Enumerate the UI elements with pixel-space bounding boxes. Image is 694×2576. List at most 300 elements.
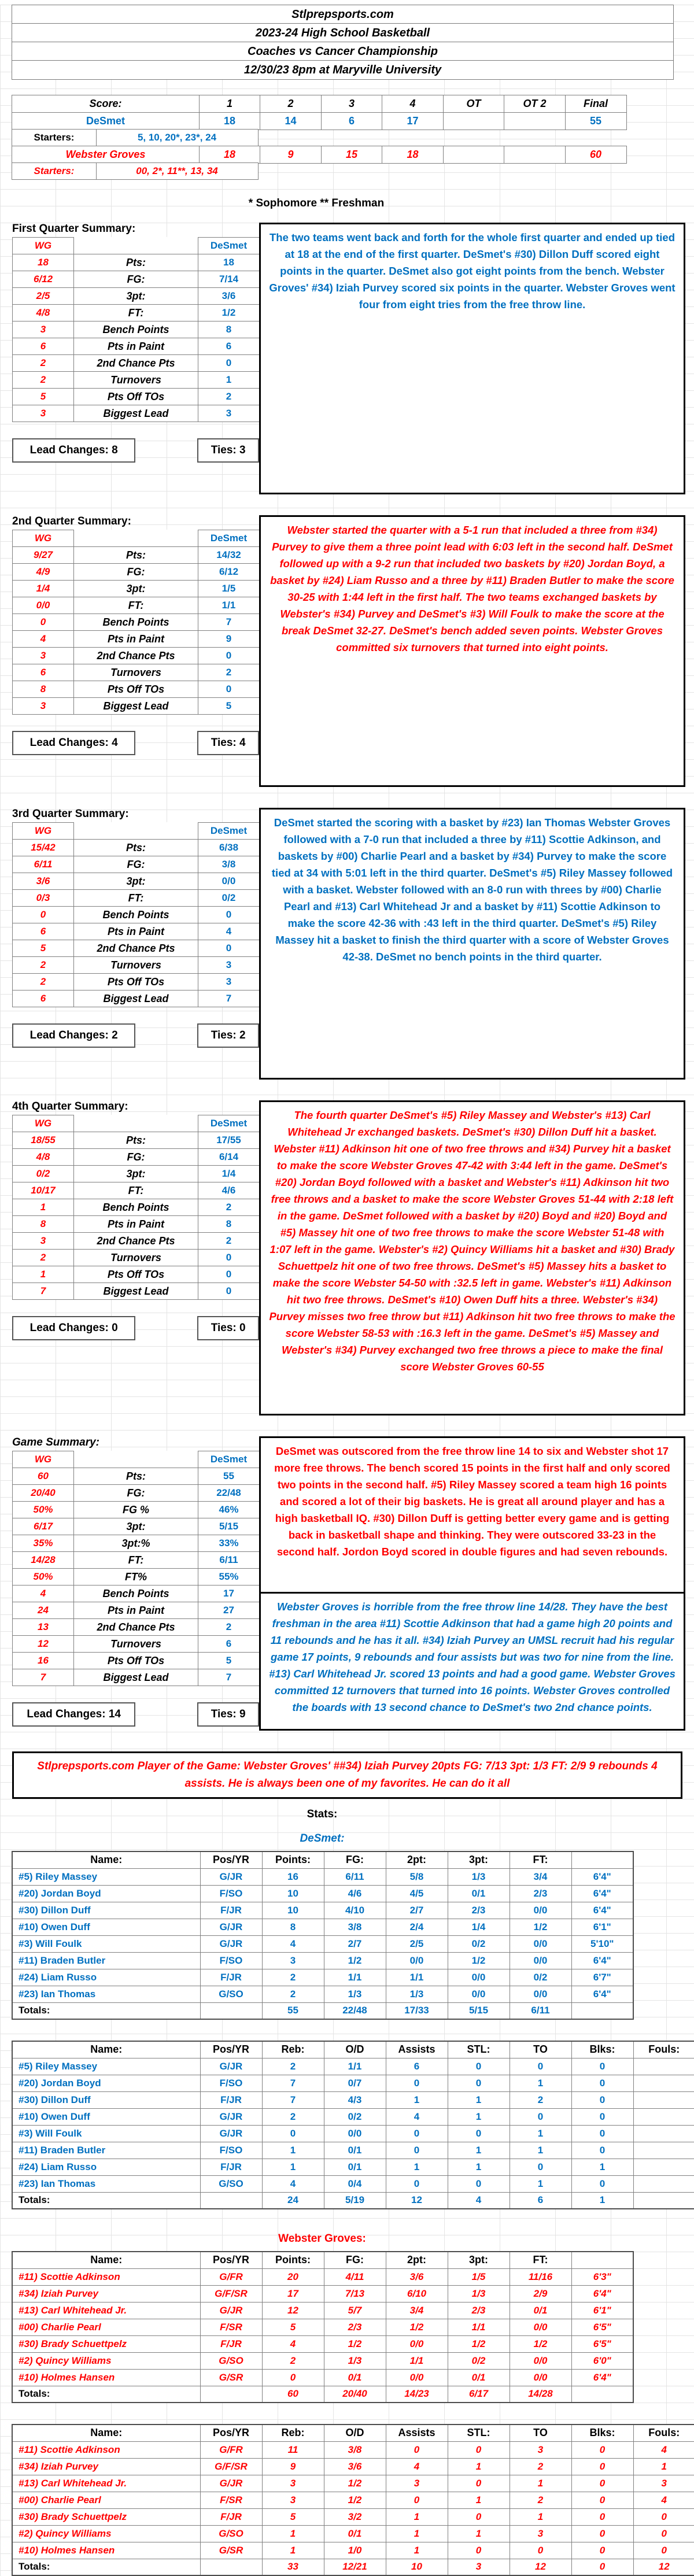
stat-cell: 0	[571, 2475, 633, 2492]
third-quarter-note: DeSmet started the scoring with a basket by #23) Ian Thomas Webster Groves followed with a 7-0 run that included a three by #11) Scottie Adkinson, and baskets by #00) Charlie Pearl and a basket by #34) Purvey to make the score tied at 34 with 5:01 left in the third quarter. DeSmet's #5) Riley Massey followed with a basket. Webster followed with an 8-0 run with threes by #00) Charlie Pearl and #13) Carl Whitehead Jr and a basket by #11) Scottie Adkinson to make the score 42-36 with :43 left in the third quarter. DeSmet's #5) Riley Massey hit a basket to finish the third quarter with a score of Webster Groves 42-38. DeSmet no bench points in the third quarter.	[259, 808, 685, 1080]
stat-cell: #13) Carl Whitehead Jr.	[12, 2475, 200, 2492]
stat-cell: 3/8	[198, 856, 260, 873]
stat-cell: G/SR	[200, 2369, 262, 2386]
stat-cell: #00) Charlie Pearl	[12, 2319, 200, 2335]
table-row	[13, 288, 260, 305]
stat-cell: FT:	[74, 597, 198, 614]
table-row	[13, 648, 260, 664]
table-row	[13, 389, 260, 405]
stat-cell: 0/0	[324, 2125, 386, 2142]
table-header-row	[13, 1451, 260, 1468]
table-row	[13, 581, 260, 597]
stat-cell: 2	[13, 372, 74, 389]
column-header: TO	[510, 2425, 571, 2441]
lead-changes-box: Lead Changes: 2	[12, 1023, 135, 1048]
stat-cell: 0/2	[13, 1166, 74, 1182]
stat-cell: 14/32	[198, 547, 260, 564]
table-row	[13, 840, 260, 856]
column-header: Assists	[386, 2041, 448, 2058]
desmet-q4: 17	[382, 112, 444, 130]
table-row	[12, 1986, 633, 2002]
ties-box: Ties: 9	[197, 1702, 259, 1727]
stat-cell: 1/2	[324, 2335, 386, 2352]
stat-cell: Pts:	[74, 840, 198, 856]
table-row	[13, 890, 260, 907]
table-row	[13, 1518, 260, 1535]
table-row	[13, 405, 260, 422]
stat-cell: 6	[13, 991, 74, 1007]
stat-cell: 1/3	[324, 1986, 386, 2002]
stat-cell: 6/14	[198, 1149, 260, 1166]
stat-cell: 0/2	[448, 2352, 510, 2369]
stat-cell: 3pt:	[74, 1166, 198, 1182]
stat-cell: FG:	[74, 1149, 198, 1166]
stat-cell: G/JR	[200, 1919, 262, 1935]
stat-cell: 0	[448, 2125, 510, 2142]
stat-cell: 8	[198, 1216, 260, 1233]
stat-cell: 2/4	[386, 1919, 448, 1935]
stat-cell: 2/3	[324, 2319, 386, 2335]
stat-cell: 14/23	[386, 2386, 448, 2403]
stat-cell: 0/1	[324, 2159, 386, 2175]
stat-cell: 33%	[198, 1535, 260, 1552]
table-row	[12, 2475, 694, 2492]
stat-cell: 4	[448, 2192, 510, 2209]
stat-cell: 0	[571, 2441, 633, 2458]
webster-hustle-table	[12, 2424, 694, 2576]
table-row	[13, 547, 260, 564]
column-header: FG:	[324, 1851, 386, 1868]
stat-cell: F/JR	[200, 1902, 262, 1919]
stat-cell: 50%	[13, 1569, 74, 1585]
stat-cell: 22/48	[324, 2002, 386, 2019]
stat-cell: Bench Points	[74, 1585, 198, 1602]
stat-cell: 10	[262, 1885, 324, 1902]
stat-cell: G/SR	[200, 2542, 262, 2559]
stat-cell: 2/5	[386, 1935, 448, 1952]
score-label: Score:	[12, 95, 200, 113]
stat-cell: Pts Off TOs	[74, 974, 198, 991]
stat-cell: #10) Owen Duff	[12, 2108, 200, 2125]
stat-cell: 4/11	[324, 2268, 386, 2285]
table-row	[12, 2058, 694, 2075]
stat-cell: #13) Carl Whitehead Jr.	[12, 2302, 200, 2319]
table-row	[12, 2352, 633, 2369]
stat-cell: 17/55	[198, 1132, 260, 1149]
table-row	[13, 564, 260, 581]
table-header-row	[13, 823, 260, 840]
table-row	[13, 974, 260, 991]
stat-cell: 4/8	[13, 305, 74, 321]
quarter-1-header: 1	[199, 95, 261, 113]
stat-cell: 0/1	[448, 1885, 510, 1902]
stat-cell: #11) Braden Butler	[12, 1952, 200, 1969]
stat-cell: 2	[13, 957, 74, 974]
table-row	[13, 254, 260, 271]
first-quarter-table	[12, 237, 260, 422]
stat-cell: G/JR	[200, 1868, 262, 1885]
stat-cell: 6'4"	[571, 1902, 633, 1919]
stat-cell: 0	[198, 907, 260, 923]
class-year-legend: * Sophomore ** Freshman	[248, 197, 385, 209]
table-row	[12, 2441, 694, 2458]
column-header	[74, 1451, 198, 1468]
stat-cell: Biggest Lead	[74, 698, 198, 715]
stat-cell: #24) Liam Russo	[12, 2159, 200, 2175]
stat-cell: Pts Off TOs	[74, 1266, 198, 1283]
stat-cell: 0/0	[510, 2352, 571, 2369]
stat-cell: #10) Holmes Hansen	[12, 2542, 200, 2559]
stat-cell: 7	[198, 1669, 260, 1686]
stat-cell: 6/12	[13, 271, 74, 288]
stat-cell: 5	[262, 2508, 324, 2525]
stat-cell: 2	[13, 974, 74, 991]
stat-cell: 6/38	[198, 840, 260, 856]
column-header: Fouls:	[633, 2425, 694, 2441]
stat-cell: Turnovers	[74, 372, 198, 389]
stat-cell: 2	[510, 2091, 571, 2108]
stat-cell: Bench Points	[74, 907, 198, 923]
stat-cell: F/SR	[200, 2319, 262, 2335]
stat-cell: 3	[633, 2475, 694, 2492]
table-row	[13, 1216, 260, 1233]
stat-cell: 7	[13, 1283, 74, 1300]
stat-cell: 0/2	[448, 1935, 510, 1952]
column-header: Pos/YR	[200, 2425, 262, 2441]
stat-cell: 10	[386, 2559, 448, 2575]
first-quarter-section	[12, 223, 694, 494]
second-quarter-stats	[12, 515, 259, 755]
stat-cell: Pts:	[74, 1132, 198, 1149]
stat-cell: 3pt:	[74, 581, 198, 597]
stat-cell: 6	[198, 338, 260, 355]
table-row	[13, 1199, 260, 1216]
third-quarter-title: 3rd Quarter Summary:	[12, 808, 129, 820]
stat-cell: 6/11	[13, 856, 74, 873]
stat-cell: 2	[262, 2108, 324, 2125]
column-header: STL:	[448, 2041, 510, 2058]
stat-cell: Totals:	[12, 2192, 200, 2209]
stat-cell: 6/11	[510, 2002, 571, 2019]
column-header: 2pt:	[386, 2252, 448, 2268]
stat-cell	[200, 2386, 262, 2403]
stat-cell: 2	[262, 2352, 324, 2369]
stat-cell: 6'4"	[571, 1986, 633, 2002]
table-row	[13, 271, 260, 288]
webster-game-note: Webster Groves is horrible from the free throw line 14/28. They have the best freshman in the area #11) Scottie Adkinson that had a game high 20 points and 11 rebounds and he has it all. #34) Iziah Purvey an UMSL recruit had his regular game 17 points, 9 rebounds and four assists but was two for nine from the line. #13) Carl Whitehead Jr. scored 13 points and had a good game. Webster Groves committed 12 turnovers that turned into 16 points. Webster Groves controlled the boards with 13 second chance to DeSmet's two 2nd chance points.	[259, 1592, 685, 1731]
stat-cell: 0	[198, 1266, 260, 1283]
stat-cell: 4	[386, 2108, 448, 2125]
column-header: 3pt:	[448, 1851, 510, 1868]
stat-cell: 1	[448, 2159, 510, 2175]
stat-cell: 0/0	[510, 1902, 571, 1919]
stat-cell	[633, 2192, 694, 2209]
stat-cell: #30) Dillon Duff	[12, 1902, 200, 1919]
second-quarter-title: 2nd Quarter Summary:	[12, 515, 131, 527]
stat-cell: 3/6	[198, 288, 260, 305]
table-row	[12, 2302, 633, 2319]
table-row	[13, 1233, 260, 1250]
stat-cell: Pts in Paint	[74, 1216, 198, 1233]
webster-team-name: Webster Groves	[12, 146, 200, 164]
lead-changes-box: Lead Changes: 0	[12, 1316, 135, 1340]
totals-row	[12, 2002, 633, 2019]
stat-cell: 0	[510, 2159, 571, 2175]
stat-cell: 0/1	[324, 2369, 386, 2386]
stat-cell: F/JR	[200, 2159, 262, 2175]
stat-cell: G/JR	[200, 2108, 262, 2125]
ot-header: OT	[443, 95, 505, 113]
column-header: WG	[13, 530, 74, 547]
third-quarter-section	[12, 808, 694, 1080]
stat-cell: 0	[633, 2542, 694, 2559]
column-header: O/D	[324, 2425, 386, 2441]
totals-row	[12, 2386, 633, 2403]
stat-cell: 10	[262, 1902, 324, 1919]
stat-cell	[633, 2125, 694, 2142]
stat-cell: 0	[198, 355, 260, 372]
stat-cell: G/F/SR	[200, 2285, 262, 2302]
stat-cell: 0	[571, 2492, 633, 2508]
stat-cell	[633, 2175, 694, 2192]
stat-cell: 0	[448, 2058, 510, 2075]
table-header-row	[12, 2425, 694, 2441]
stat-cell: 15/42	[13, 840, 74, 856]
stat-cell: 55	[198, 1468, 260, 1485]
game-summary-notes	[259, 1436, 685, 1731]
stat-cell: #3) Will Foulk	[12, 1935, 200, 1952]
stat-cell: 3	[448, 2559, 510, 2575]
column-header: WG	[13, 1451, 74, 1468]
column-header: DeSmet	[198, 1115, 260, 1132]
stat-cell: 5	[198, 1653, 260, 1669]
stat-cell: #30) Dillon Duff	[12, 2091, 200, 2108]
stat-cell: FT:	[74, 1182, 198, 1199]
stat-cell: 0	[571, 2508, 633, 2525]
stat-cell: #11) Scottie Adkinson	[12, 2441, 200, 2458]
column-header	[571, 1851, 633, 1868]
stat-cell: 0	[571, 2108, 633, 2125]
totals-row	[12, 2192, 694, 2209]
table-row	[12, 1969, 633, 1986]
desmet-stats-title: DeSmet:	[300, 1832, 345, 1845]
table-row	[12, 1885, 633, 1902]
table-row	[13, 1283, 260, 1300]
stat-cell: G/JR	[200, 2058, 262, 2075]
stat-cell: 6'4"	[571, 1952, 633, 1969]
stat-cell: 3/6	[324, 2458, 386, 2475]
stat-cell: 17	[262, 2285, 324, 2302]
stat-cell: 1	[386, 2525, 448, 2542]
game-summary-section	[12, 1436, 694, 1731]
column-header	[74, 1115, 198, 1132]
stat-cell: 2	[198, 1233, 260, 1250]
stat-cell: 3	[386, 2475, 448, 2492]
second-quarter-note: Webster started the quarter with a 5-1 run that included a three from #34) Purvey to give them a three point lead with 6:03 left in the second half. DeSmet followed up with a 9-2 run that included two baskets by #20) Jordan Boyd, a basket by #24) Liam Russo and a three by #11) Braden Butler to make the score 30-25 with 1:44 left in the first half. The two teams exchanged baskets by Webster's #34) Purvey and DeSmet's #3) Will Foulk to make the score at the break DeSmet 32-27. DeSmet's bench added seven points. Webster Groves committed six turnovers that turned into eight points.	[259, 515, 685, 787]
stat-cell: 0	[571, 2058, 633, 2075]
site-title: Stlprepsports.com	[12, 5, 673, 24]
stat-cell: #5) Riley Massey	[12, 2058, 200, 2075]
stat-cell: 6/11	[198, 1552, 260, 1569]
column-header	[74, 823, 198, 840]
column-header: WG	[13, 823, 74, 840]
stat-cell: 1/2	[324, 2492, 386, 2508]
stat-cell: 6'4"	[571, 1885, 633, 1902]
stat-cell: 2	[262, 1986, 324, 2002]
stat-cell: 0	[510, 2058, 571, 2075]
stat-cell: Totals:	[12, 2386, 200, 2403]
column-header: FT:	[510, 1851, 571, 1868]
stat-cell: Biggest Lead	[74, 405, 198, 422]
game-summary-table	[12, 1451, 260, 1686]
stat-cell	[571, 2002, 633, 2019]
stat-cell: #30) Brady Schuettpelz	[12, 2508, 200, 2525]
stat-cell: 0	[448, 2475, 510, 2492]
stat-cell: 8	[13, 1216, 74, 1233]
stat-cell: 1/2	[198, 305, 260, 321]
stat-cell: Pts:	[74, 1468, 198, 1485]
stat-cell: 3	[13, 405, 74, 422]
webster-score-row	[12, 146, 633, 164]
stat-cell: 7	[198, 991, 260, 1007]
table-row	[13, 614, 260, 631]
stat-cell: 1	[448, 2091, 510, 2108]
stat-cell: 2nd Chance Pts	[74, 1619, 198, 1636]
stat-cell: 1	[448, 2492, 510, 2508]
table-header-row	[12, 2252, 633, 2268]
stat-cell: 4	[262, 1935, 324, 1952]
table-row	[12, 2492, 694, 2508]
table-row	[12, 2508, 694, 2525]
stat-cell	[633, 2159, 694, 2175]
stat-cell: 3pt:	[74, 1518, 198, 1535]
stat-cell: 1/2	[324, 1952, 386, 1969]
table-row	[13, 338, 260, 355]
stat-cell: G/SO	[200, 2352, 262, 2369]
webster-q1: 18	[199, 146, 261, 164]
desmet-final: 55	[565, 112, 627, 130]
stat-cell: Totals:	[12, 2002, 200, 2019]
column-header: Name:	[12, 2425, 200, 2441]
stat-cell: 12/21	[324, 2559, 386, 2575]
column-header: DeSmet	[198, 238, 260, 254]
table-row	[12, 1935, 633, 1952]
stat-cell: 6'4"	[571, 2285, 633, 2302]
stat-cell: 5/7	[324, 2302, 386, 2319]
table-row	[13, 355, 260, 372]
stat-cell: 55	[262, 2002, 324, 2019]
stat-cell: #10) Holmes Hansen	[12, 2369, 200, 2386]
table-row	[13, 1132, 260, 1149]
stat-cell: 13	[13, 1619, 74, 1636]
stat-cell: 5	[262, 2319, 324, 2335]
stat-cell: 20/40	[324, 2386, 386, 2403]
stat-cell: 0	[448, 2542, 510, 2559]
stat-cell: 0/0	[510, 1935, 571, 1952]
stat-cell: 4	[386, 2458, 448, 2475]
stat-cell: 4	[13, 631, 74, 648]
stat-cell: G/SO	[200, 2175, 262, 2192]
stat-cell: G/JR	[200, 2302, 262, 2319]
stat-cell: 3	[13, 648, 74, 664]
stat-cell: 6'1"	[571, 2302, 633, 2319]
stat-cell: 8	[13, 681, 74, 698]
stat-cell: Biggest Lead	[74, 1283, 198, 1300]
first-quarter-leadrow	[12, 438, 259, 463]
column-header: FG:	[324, 2252, 386, 2268]
stat-cell: 0/0	[510, 2369, 571, 2386]
stat-cell: 0	[262, 2369, 324, 2386]
webster-ot	[443, 146, 505, 164]
table-row	[13, 305, 260, 321]
column-header: Pos/YR	[200, 1851, 262, 1868]
stat-cell: F/SR	[200, 2492, 262, 2508]
stat-cell: 7	[198, 614, 260, 631]
table-row	[12, 2525, 694, 2542]
webster-q3: 15	[321, 146, 383, 164]
stat-cell: FG:	[74, 856, 198, 873]
stat-cell: 1/1	[386, 2352, 448, 2369]
ot2-header: OT 2	[504, 95, 566, 113]
stat-cell: 46%	[198, 1502, 260, 1518]
stat-cell: 3pt:%	[74, 1535, 198, 1552]
stat-cell: 4	[198, 923, 260, 940]
column-header: TO	[510, 2041, 571, 2058]
first-quarter-note: The two teams went back and forth for the whole first quarter and ended up tied at 18 at the end of the first quarter. DeSmet's #30) Dillon Duff scored eight points in the quarter. DeSmet also got eight points from the bench. Webster Groves' #34) Iziah Purvey scored six points in the quarter. Webster Groves went four from eight tries from the free throw line.	[259, 223, 685, 494]
table-row	[13, 321, 260, 338]
stat-cell: 9	[262, 2458, 324, 2475]
stat-cell: 0	[386, 2075, 448, 2091]
stat-cell: 3	[13, 698, 74, 715]
fourth-quarter-table	[12, 1115, 260, 1300]
stat-cell: 0	[262, 2125, 324, 2142]
column-header: 3pt:	[448, 2252, 510, 2268]
table-row	[13, 698, 260, 715]
stat-cell: 1	[198, 372, 260, 389]
stat-cell: 0/0	[510, 1986, 571, 2002]
table-row	[12, 2268, 633, 2285]
stat-cell: 7/14	[198, 271, 260, 288]
stat-cell: Pts Off TOs	[74, 1653, 198, 1669]
webster-scoring-table	[12, 2251, 634, 2403]
table-row	[12, 2319, 633, 2335]
table-row	[12, 2285, 633, 2302]
stat-cell: 0	[386, 2125, 448, 2142]
table-row	[13, 940, 260, 957]
stat-cell: 0	[198, 1250, 260, 1266]
stat-cell: #2) Quincy Williams	[12, 2525, 200, 2542]
stat-cell: 1	[510, 2475, 571, 2492]
stat-cell: 0/0	[198, 873, 260, 890]
stat-cell: 5	[13, 940, 74, 957]
stat-cell: 0/2	[324, 2108, 386, 2125]
stat-cell: 0	[571, 2542, 633, 2559]
table-row	[12, 2458, 694, 2475]
stat-cell: 1/0	[324, 2542, 386, 2559]
table-row	[13, 1569, 260, 1585]
desmet-hustle-table	[12, 2041, 694, 2209]
table-row	[12, 2175, 694, 2192]
table-row	[13, 1149, 260, 1166]
stat-cell: 16	[13, 1653, 74, 1669]
table-row	[12, 1919, 633, 1935]
stat-cell: Bench Points	[74, 614, 198, 631]
stat-cell: 7	[262, 2091, 324, 2108]
desmet-score-row	[12, 113, 633, 130]
stat-cell: 0/1	[324, 2525, 386, 2542]
stat-cell: #23) Ian Thomas	[12, 1986, 200, 2002]
webster-q4: 18	[382, 146, 444, 164]
